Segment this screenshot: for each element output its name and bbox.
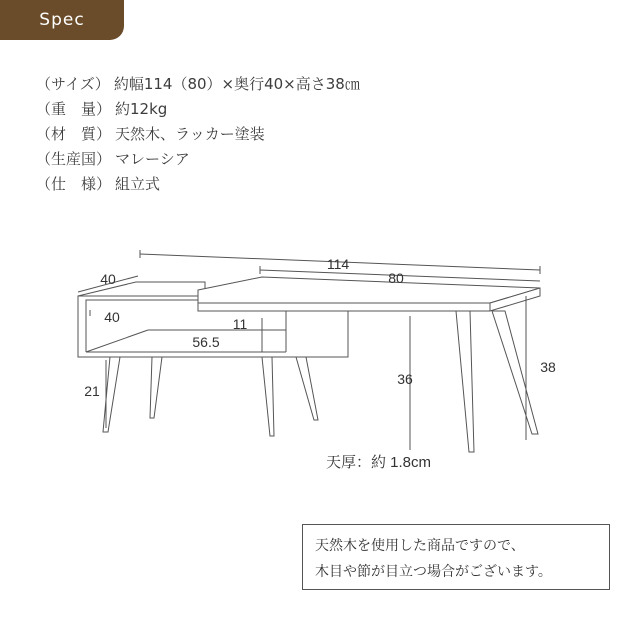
dim-inner-width: 56.5 [192,334,220,350]
top-thickness-label: 天厚：約 1.8cm [326,454,432,471]
spec-label: （サイズ） [36,75,110,93]
note-line-2: 木目や節が目立つ場合がございます。 [315,564,552,580]
spec-tab-label: Spec [39,10,85,30]
wood-grain-note [302,524,610,590]
spec-label: （仕 様） [36,175,112,193]
dim-width-total: 114 [326,256,350,272]
spec-label: （材 質） [36,125,112,143]
spec-value: 組立式 [115,175,161,193]
spec-label: （重 量） [36,100,112,118]
dim-inner-depth: 40 [104,309,120,325]
spec-value: マレーシア [115,150,190,168]
dim-height-inner: 36 [397,371,413,387]
dim-shelf-height: 11 [232,316,248,332]
dim-height-total: 38 [540,359,556,375]
dim-width-top: 80 [388,270,404,286]
spec-value: 天然木、ラッカー塗装 [115,125,265,143]
spec-value: 約幅114（80）×奥行40×高さ38㎝ [113,75,360,93]
dim-depth: 40 [100,271,116,287]
spec-value: 約12kg [115,100,168,118]
dim-leg-height: 21 [84,383,100,399]
note-line-1: 天然木を使用した商品ですので、 [315,538,525,554]
spec-label: （生産国） [36,150,112,168]
sliding-top [198,277,540,311]
